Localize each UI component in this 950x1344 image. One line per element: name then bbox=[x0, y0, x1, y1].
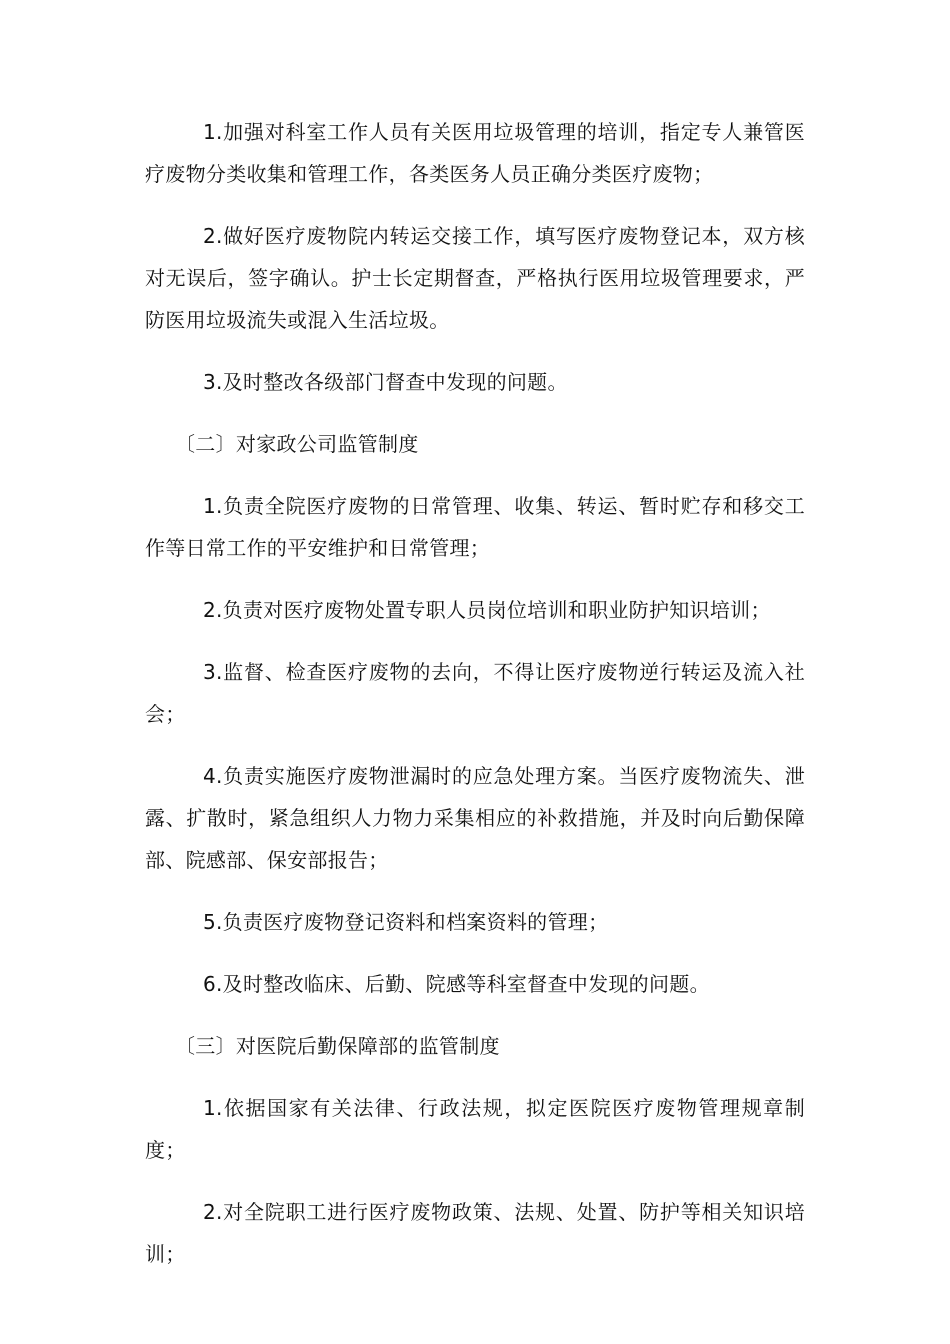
paragraph-records: 5.负责医疗废物登记资料和档案资料的管理； bbox=[203, 910, 609, 934]
paragraph-emergency-plan: 4.负责实施医疗废物泄漏时的应急处理方案。当医疗废物流失、泄露、扩散时，紧急组织人力物力采集相应的补救措施，并及时向后勤保障部、院感部、保安部报告； bbox=[145, 764, 805, 872]
section-heading-housekeeping: 〔二〕对家政公司监管制度 bbox=[175, 432, 419, 456]
paragraph-staff-training: 2.负责对医疗废物处置专职人员岗位培训和职业防护知识培训； bbox=[203, 598, 771, 622]
paragraph-supervision: 3.监督、检查医疗废物的去向，不得让医疗废物逆行转运及流入社会； bbox=[145, 660, 805, 726]
paragraph-rectify-clinical: 6.及时整改临床、后勤、院感等科室督查中发现的问题。 bbox=[203, 972, 710, 996]
paragraph-staff-policy-training: 2.对全院职工进行医疗废物政策、法规、处置、防护等相关知识培训； bbox=[145, 1200, 805, 1266]
paragraph-regulations: 1.依据国家有关法律、行政法规，拟定医院医疗废物管理规章制度； bbox=[145, 1096, 805, 1162]
paragraph-daily-management: 1.负责全院医疗废物的日常管理、收集、转运、暂时贮存和移交工作等日常工作的平安维护和日常管理； bbox=[145, 494, 805, 560]
document-body bbox=[145, 111, 805, 1275]
paragraph-training: 1.加强对科室工作人员有关医用垃圾管理的培训，指定专人兼管医疗废物分类收集和管理工作，各类医务人员正确分类医疗废物； bbox=[145, 120, 805, 186]
paragraph-rectify: 3.及时整改各级部门督查中发现的问题。 bbox=[203, 370, 568, 394]
section-heading-logistics: 〔三〕对医院后勤保障部的监管制度 bbox=[175, 1034, 500, 1058]
paragraph-transfer: 2.做好医疗废物院内转运交接工作，填写医疗废物登记本，双方核对无误后，签字确认。护士长定期督查，严格执行医用垃圾管理要求，严防医用垃圾流失或混入生活垃圾。 bbox=[145, 224, 805, 332]
